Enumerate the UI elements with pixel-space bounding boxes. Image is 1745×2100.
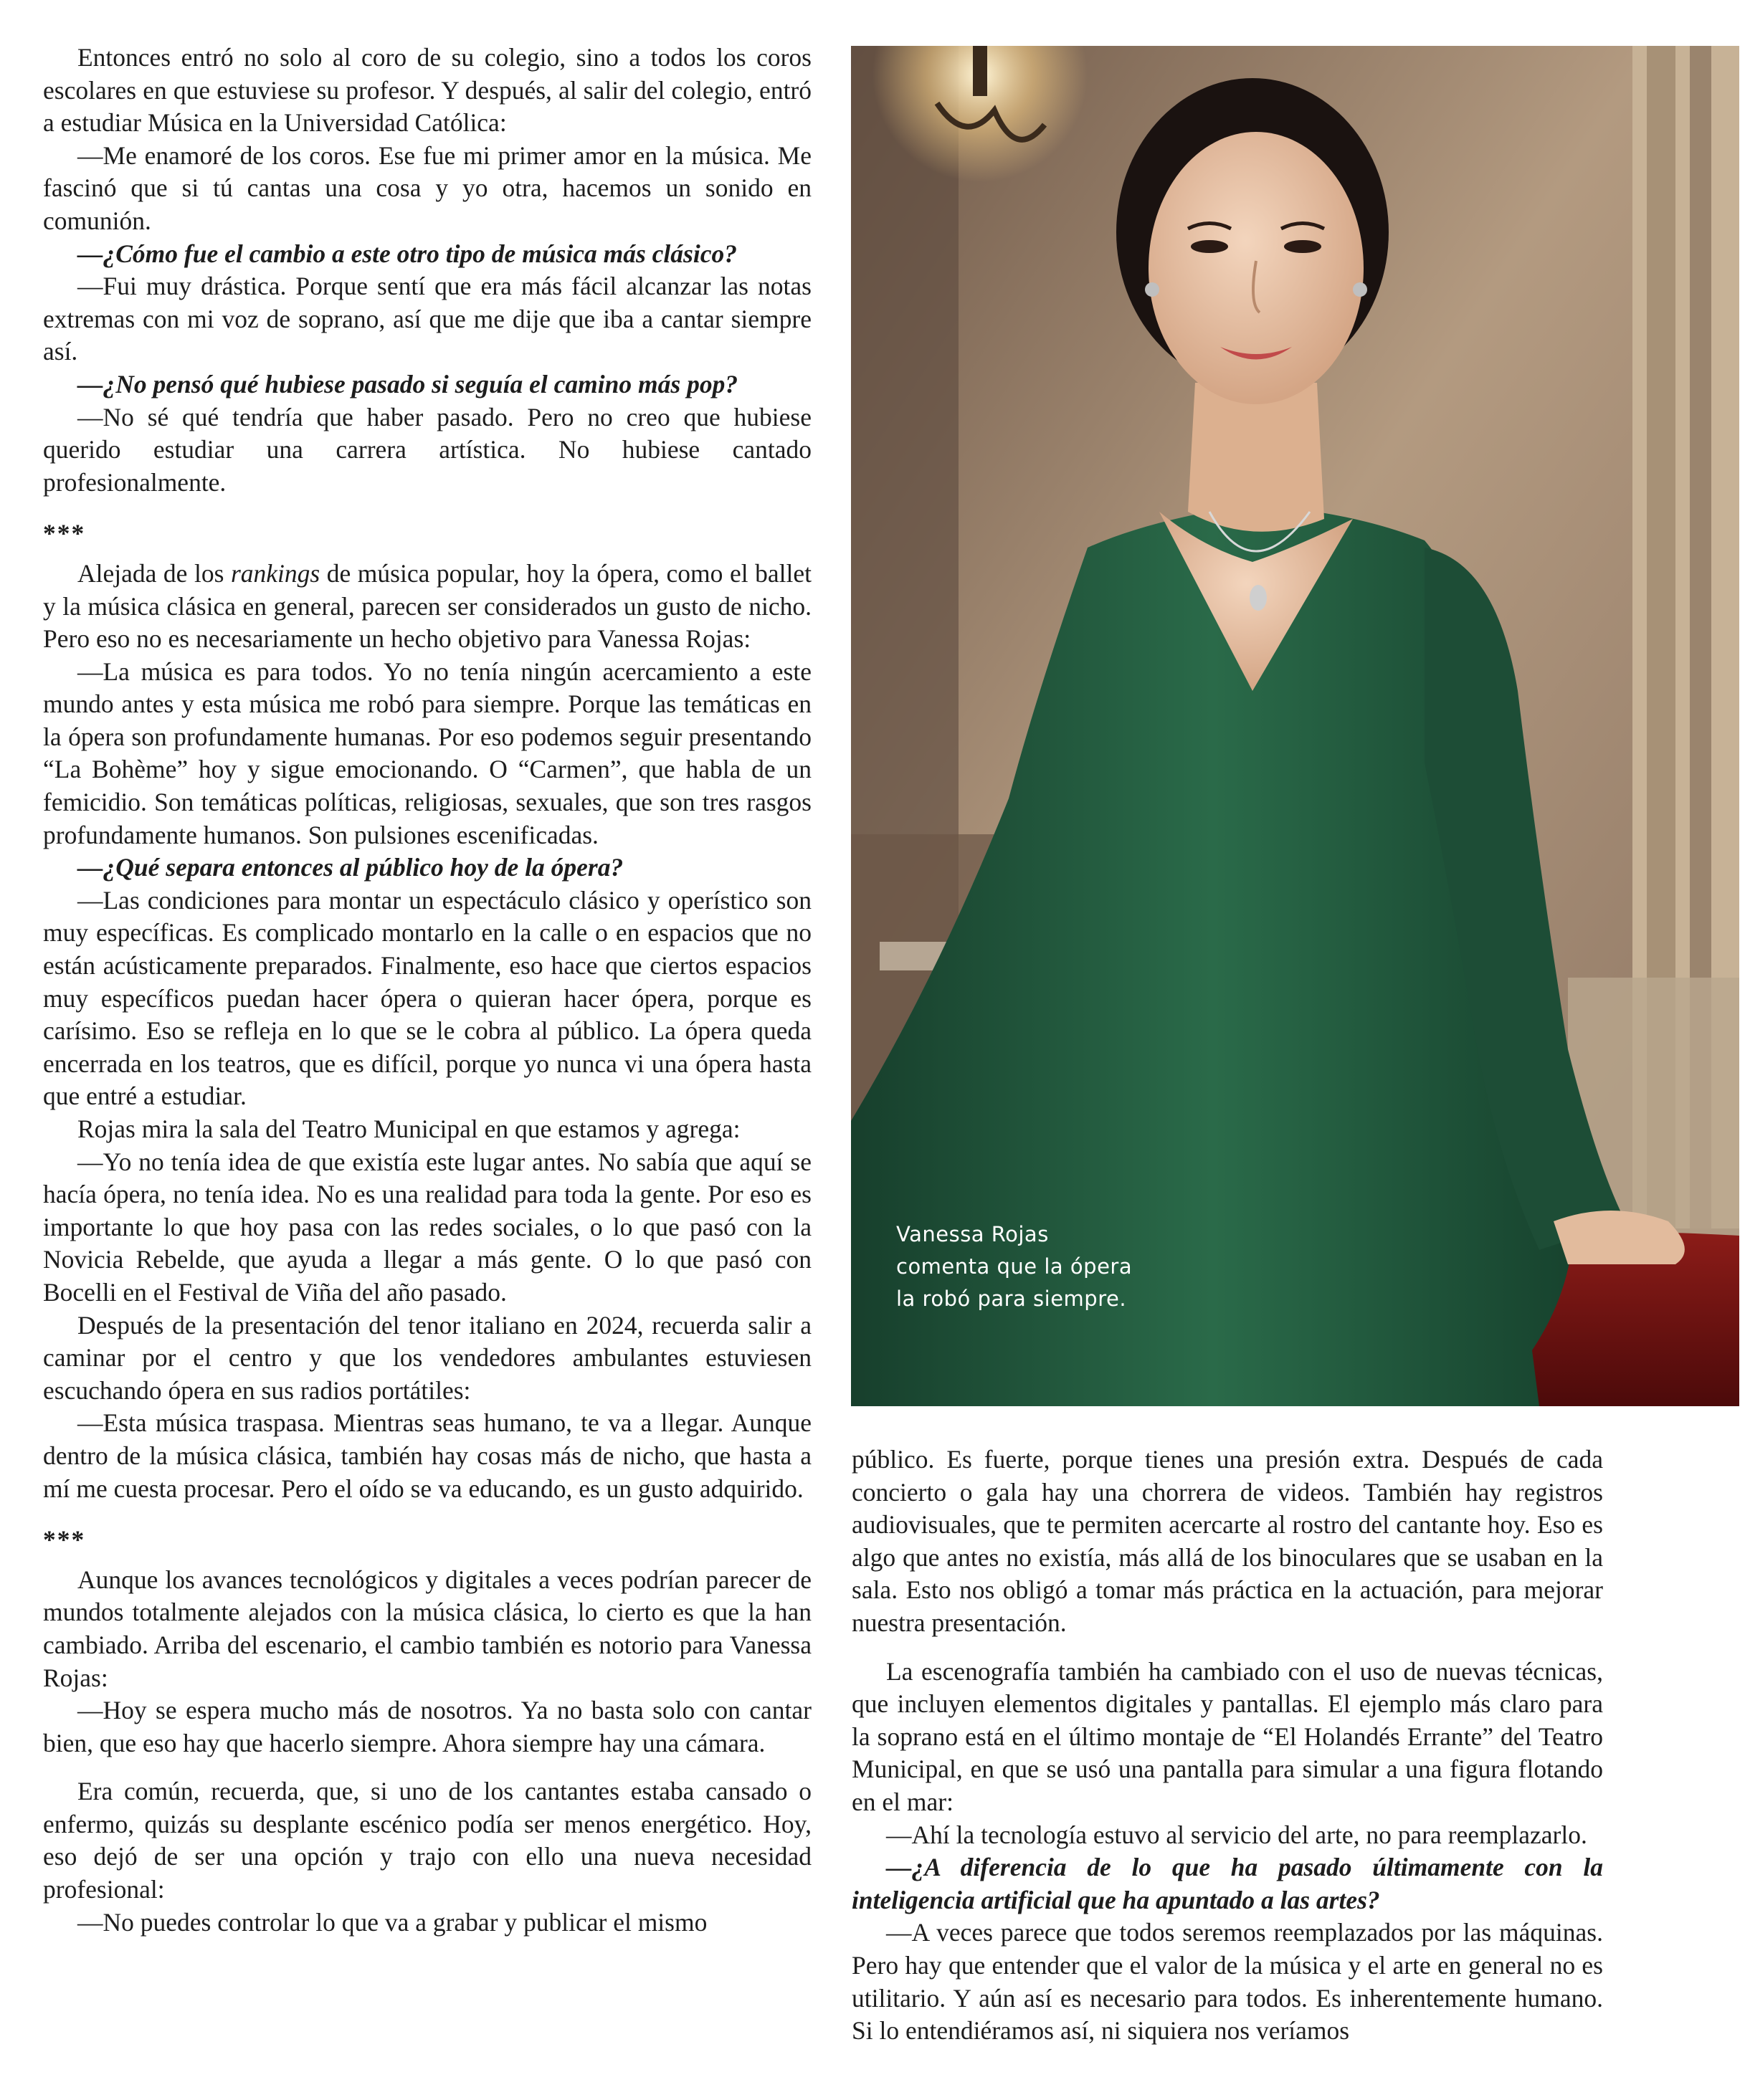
left-paragraph: —No sé qué tendría que haber pasado. Pero no creo que hubiese querido estudiar una carrera artística. No hubiese cantado profesionalmente. (43, 402, 812, 497)
left-paragraph: —Me enamoré de los coros. Ese fue mi primer amor en la música. Me fascinó que si tú cantas una cosa y yo otra, hacemos un sonido en comunión. (43, 140, 812, 235)
left-paragraph: —No puedes controlar lo que va a grabar y publicar el mismo (77, 1907, 708, 1937)
left-paragraph: —Las condiciones para montar un espectáculo clásico y operístico son muy específicas. Es complicado montarlo en la calle o en espacios que no están acústicamente preparados. Finalmente, eso hace que ciertos espacios muy específicos puedan hacer ópera o quieran hacer ópera, porque es carísimo. Eso se refleja en lo que se le cobra al público. La ópera queda encerrada en los teatros, que es difícil, porque yo nunca vi una ópera hasta que entré a estudiar. (43, 885, 812, 1111)
right-paragraph: —Ahí la tecnología estuvo al servicio del arte, no para reemplazarlo. (886, 1820, 1587, 1849)
left-question: —¿Cómo fue el cambio a este otro tipo de música más clásico? (77, 239, 737, 268)
photo-illustration (851, 46, 1739, 1406)
article-column-left (43, 42, 812, 2099)
right-question: —¿A diferencia de lo que ha pasado últimamente con la inteligencia artificial que ha apuntado a las artes? (852, 1853, 1603, 1914)
left-paragraph: Aunque los avances tecnológicos y digitales a veces podrían parecer de mundos totalmente alejados con la música clásica, lo cierto es que la han cambiado. Arriba del escenario, el cambio también es notorio para Vanessa Rojas: (43, 1565, 812, 1692)
article-column-right (852, 1443, 1603, 2096)
left-paragraph: Después de la presentación del tenor italiano en 2024, recuerda salir a caminar por el centro y que los vendedores ambulantes estuviesen escuchando ópera en sus radios portátiles: (43, 1310, 812, 1405)
left-paragraph: —Fui muy drástica. Porque sentí que era más fácil alcanzar las notas extremas con mi voz de soprano, así que me dije que iba a cantar siempre así. (43, 272, 812, 366)
left-question: —¿No pensó qué hubiese pasado si seguía el camino más pop? (77, 369, 738, 398)
right-paragraph: La escenografía también ha cambiado con el uso de nuevas técnicas, que incluyen elementos digitales y pantallas. El ejemplo más claro para la soprano está en el último montaje de “El Holandés Errante” del Teatro Municipal, en que se usó una pantalla para simular a una figura flotando en el mar: (852, 1656, 1603, 1816)
left-paragraph: Rojas mira la sala del Teatro Municipal en que estamos y agrega: (77, 1115, 741, 1143)
left-paragraph: —Yo no tenía idea de que existía este lugar antes. No sabía que aquí se hacía ópera, no tenía idea. No es una realidad para toda la gente. Por eso es importante lo que hoy pasa con las redes sociales, o lo que pasó con la Novicia Rebelde, que ayuda a llegar a más gente. O lo que pasó con Bocelli en el Festival de Viña del año pasado. (43, 1147, 812, 1307)
right-paragraph: —A veces parece que todos seremos reemplazados por las máquinas. Pero hay que entender que el valor de la música y el arte en general no es utilitario. Y aún así es necesario para todos. Es inherentemente humano. Si lo entendiéramos así, ni siquiera nos veríamos (852, 1918, 1603, 2046)
left-paragraph: —Hoy se espera mucho más de nosotros. Ya no basta solo con cantar bien, que eso hay que hacerlo siempre. Ahora siempre hay una cámara. (43, 1696, 812, 1757)
section-separator: *** (43, 519, 86, 548)
right-paragraph: público. Es fuerte, porque tienes una presión extra. Después de cada concierto o gala hay una chorrera de videos. También hay registros audiovisuales, que te permiten acercarte al rostro del cantante hoy. Eso es algo que antes no existía, más allá de los binoculares que se usaban en la sala. Esto nos obligó a tomar más práctica en la actuación, para mejorar nuestra presentación. (852, 1445, 1603, 1637)
italic-term: rankings (230, 558, 320, 588)
left-paragraph: Entonces entró no solo al coro de su colegio, sino a todos los coros escolares en que estuviese su profesor. Y después, al salir del colegio, entró a estudiar Música en la Universidad Católica: (43, 43, 812, 138)
photo-caption: Vanessa Rojas comenta que la ópera la robó para siempre. (896, 1222, 1133, 1311)
left-paragraph: Era común, recuerda, que, si uno de los cantantes estaba cansado o enfermo, quizás su desplante escénico podía ser menos energético. Hoy, eso dejó de ser una opción y trajo con ello una nueva necesidad profesional: (43, 1777, 812, 1904)
left-paragraph: —Esta música traspasa. Mientras seas humano, te va a llegar. Aunque dentro de la música clásica, también hay cosas más de nicho, que hasta a mí me cuesta procesar. Pero el oído se va educando, es un gusto adquirido. (43, 1408, 812, 1503)
left-paragraph: Alejada de los rankings de música popular, hoy la ópera, como el ballet y la música clásica en general, parecen ser considerados un gusto de nicho. Pero eso no es necesariamente un hecho objetivo para Vanessa Rojas: (43, 558, 812, 654)
left-question: —¿Qué separa entonces al público hoy de la ópera? (77, 853, 624, 882)
left-paragraph: —La música es para todos. Yo no tenía ningún acercamiento a este mundo antes y esta música me robó para siempre. Porque las temáticas en la ópera son profundamente humanas. Por eso podemos seguir presentando “La Bohème” hoy y sigue emocionando. O “Carmen”, que habla de un femicidio. Son temáticas políticas, religiosas, sexuales, que son tres rasgos profundamente humanos. Son pulsiones escenificadas. (43, 657, 812, 849)
portrait-photo (851, 46, 1739, 1406)
section-separator: *** (43, 1525, 86, 1555)
